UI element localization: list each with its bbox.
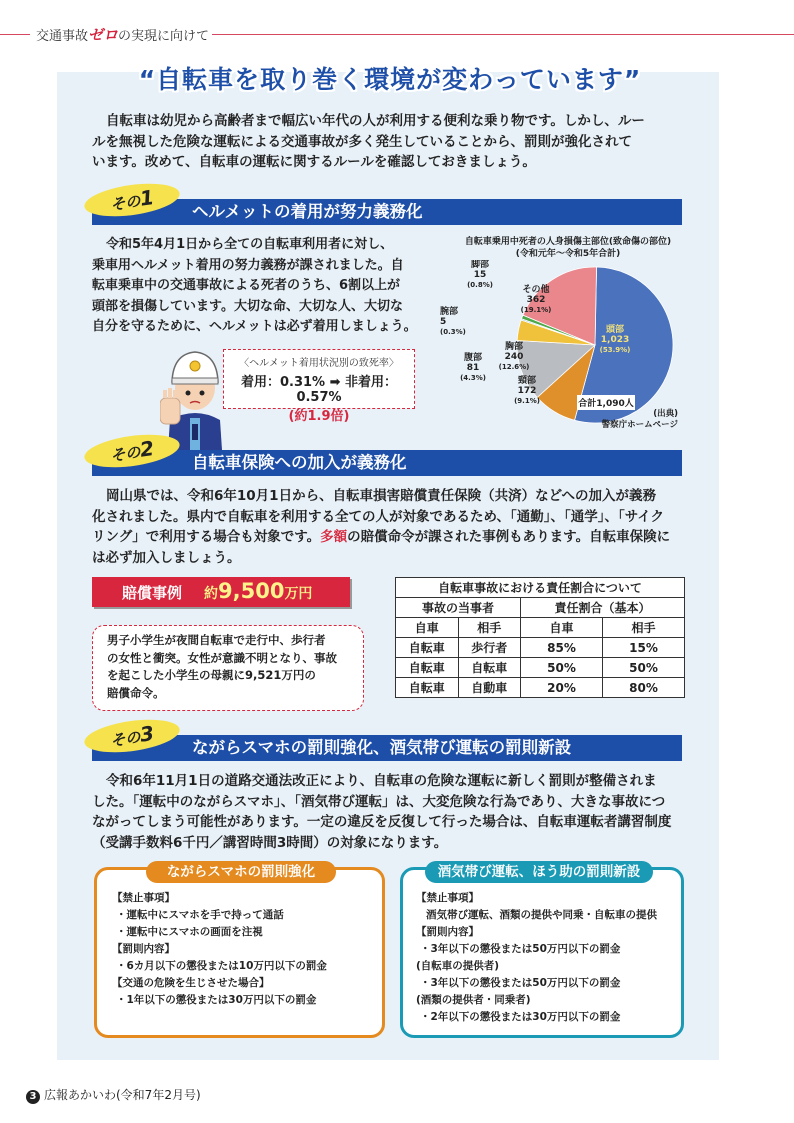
- table-group-header: 事故の当事者: [396, 598, 521, 618]
- table-row: 自転車 歩行者 85% 15%: [396, 638, 685, 658]
- section-1-text: 令和5年4月1日から全ての自転車利用者に対し、 乗車用ヘルメット着用の努力義務が課されました。自 転車乗車中の交通事故による死者のうち、6割以上が 頭部を損傷しています。大切な命、大切な人、大切な 自分を守るために、ヘルメットは必ず着用しましょう。: [92, 237, 417, 334]
- table-group-header: 責任割合（基本）: [521, 598, 685, 618]
- smartphone-penalty-title: ながらスマホの罰則強化: [146, 861, 336, 883]
- section-3-badge: その3: [82, 714, 181, 757]
- section-3-header: [92, 721, 682, 761]
- section-2-badge: その2: [82, 429, 181, 472]
- drunk-cycling-penalty-title: 酒気帯び運転、ほう助の罰則新設: [425, 861, 653, 883]
- section-3-text: 令和6年11月1日の道路交通法改正により、自転車の危険な運転に新しく罰則が整備されま した。「運転中のながらスマホ」、「酒気帯び運転」は、大変危険な行為であり、大きな事故につ ながってしまう可能性があります。一定の違反を反復して行った場合は、自転車運転者講習制度 （受講手数料6千円／講習時間3時間）の対象になります。: [92, 773, 672, 851]
- smartphone-penalty-list: 【禁止事項】 ・運転中にスマホを手で持って通話 ・運転中にスマホの画面を注視 【罰則内容】 ・6カ月以下の懲役または10万円以下の罰金 【交通の危険を生じさせた場合】 ・1年以下の懲役または30万円以下の罰金: [112, 892, 327, 1006]
- pie-label-4: 腹部 81 (4.3%): [460, 353, 486, 382]
- section-1-header: [92, 185, 682, 225]
- section-1-title: ヘルメットの着用が努力義務化: [192, 202, 423, 221]
- section-1-badge: その1: [82, 178, 181, 221]
- chart-source: (出典) 警察庁ホームページ: [601, 409, 678, 430]
- raised-hand-icon: [160, 388, 180, 424]
- section-2-text: 岡山県では、令和6年10月1日から、自転車損害賠償責任保険（共済）などへの加入が義務 化されました。県内で自転車を利用する全ての人が対象であるため、「通勤」、「通学」、「サイク リング」で利用する場合も対象です。多額の賠償命令が課された事例もあります。自転車保険に は必ず加入しましょう。: [92, 488, 671, 566]
- footer: [26, 1086, 201, 1104]
- liability-ratio-table: [395, 577, 685, 698]
- case-description-box: 男子小学生が夜間自転車で走行中、歩行者 の女性と衝突。女性が意識不明となり、事故 を起こした小学生の母親に9,521万円の 賠償命令。: [92, 625, 364, 711]
- pie-label-5: 腕部 5 (0.3%): [440, 307, 466, 336]
- fatality-rate-callout: [223, 349, 415, 424]
- chart-title: 自転車乗用中死者の人身損傷主部位(致命傷の部位) (令和元年～令和5年合計): [464, 237, 672, 259]
- pie-label-2: 頸部 172 (9.1%): [514, 376, 540, 405]
- injury-pie-chart: [430, 260, 700, 425]
- page-number: 3: [26, 1090, 40, 1104]
- section-2-title: 自転車保険への加入が義務化: [192, 453, 407, 472]
- table-header-cell: 自車: [521, 618, 603, 638]
- header-rule-right: [212, 34, 794, 35]
- header-rule-left: [0, 34, 30, 35]
- callout-ratio: (約1.9倍): [288, 409, 350, 424]
- main-title: “自転車を取り巻く環境が変わっています”: [100, 58, 680, 102]
- police-officer-illustration: [160, 340, 230, 450]
- case-label: 賠償事例: [122, 584, 183, 602]
- table-row: 自転車 自転車 50% 50%: [396, 658, 685, 678]
- pie-label-1: 頭部 1,023 (53.9%): [599, 325, 631, 354]
- pie-label-3: 胸部 240 (12.6%): [498, 342, 530, 371]
- callout-rates: 着用：0.31% ➡ 非着用：0.57%: [240, 375, 398, 405]
- header-title: 交通事故ゼロの実現に向けて: [36, 26, 210, 44]
- pie-total-label: 合計1,090人: [578, 399, 634, 409]
- drunk-cycling-penalty-list: 【禁止事項】 酒気帯び運転、酒類の提供や同乗・自転車の提供 【罰則内容】 ・3年以下の懲役または50万円以下の罰金 (自転車の提供者) ・3年以下の懲役または50万円以下の罰金 (酒類の提供者・同乗者) ・2年以下の懲役または30万円以下の罰金: [416, 892, 657, 1023]
- pie-label-7: その他 362 (19.1%): [520, 285, 552, 314]
- pie-label-6: 脚部 15 (0.8%): [467, 260, 493, 289]
- section-2-header: [92, 436, 682, 476]
- footer-publication: 広報あかいわ(令和7年2月号): [44, 1088, 201, 1102]
- table-header-cell: 相手: [458, 618, 521, 638]
- table-row: 自転車 自動車 20% 80%: [396, 678, 685, 698]
- table-header-cell: 相手: [602, 618, 684, 638]
- table-title: 自転車事故における責任割合について: [396, 578, 685, 598]
- intro-text: 自転車は幼児から高齢者まで幅広い年代の人が利用する便利な乗り物です。しかし、ルー ルを無視した危険な運転による交通事故が多く発生していることから、罰則が強化されて います。改めて、自転車の運転に関するルールを確認しておきましょう。: [92, 113, 645, 170]
- callout-title: 〈ヘルメット着用状況別の致死率〉: [239, 358, 399, 369]
- table-header-cell: 自車: [396, 618, 459, 638]
- case-amount: 約9,500万円: [204, 579, 313, 603]
- compensation-case-banner: [92, 577, 350, 607]
- section-3-title: ながらスマホの罰則強化、酒気帯び運転の罰則新設: [192, 738, 572, 757]
